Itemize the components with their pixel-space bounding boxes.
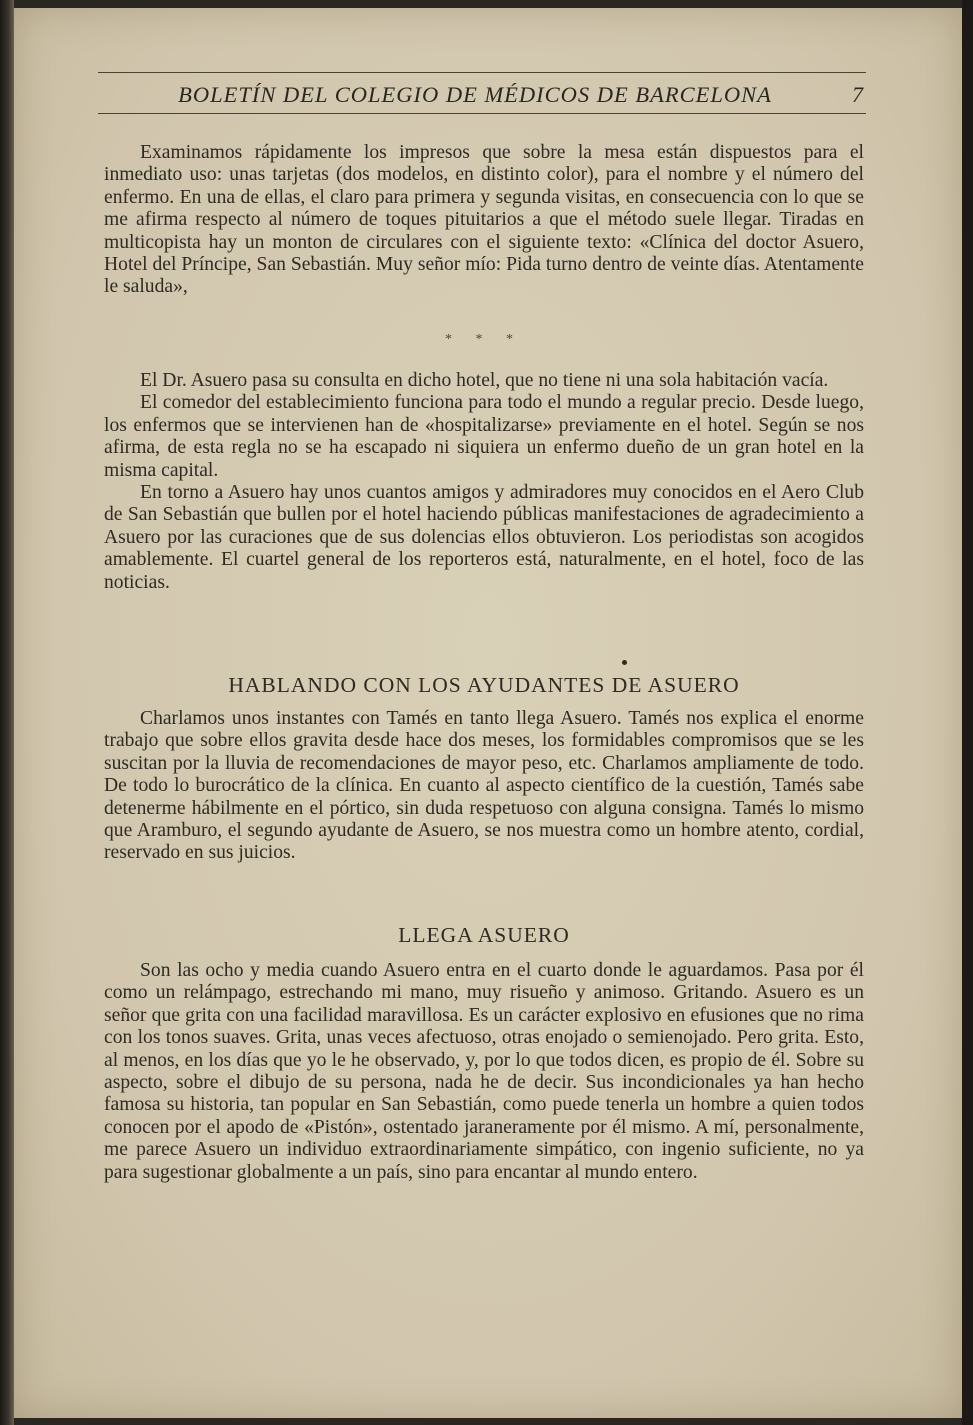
intro-paragraph: Examinamos rápidamente los impresos que sobre la mesa están dispuestos para el inmediato uso: unas tarjetas (dos modelos, en distinto color), para el nombre y el número del enfermo. En una de ellas, el claro para primera y segunda visitas, en consecuencia con lo que se me afirma respecto al número de toques pituitarios a que el método suele llegar. Tiradas en multicopista hay un monton de circulares con el siguiente texto: «Clínica del doctor Asuero, Hotel del Príncipe, San Sebastián. Muy señor mío: Pida turno dentro de veinte días. Atentamente le saluda»,	[104, 142, 864, 298]
hotel-paragraph-1: El Dr. Asuero pasa su consulta en dicho hotel, que no tiene ni una sola habitación vacía.	[140, 370, 829, 391]
hotel-block	[104, 370, 864, 594]
page-right-edge	[962, 0, 973, 1425]
llega-block	[104, 960, 864, 1184]
intro-block	[104, 142, 864, 299]
hotel-paragraph-3: En torno a Asuero hay unos cuantos amigos y admiradores muy conocidos en el Aero Club de San Sebastián que bullen por el hotel haciendo públicas manifestaciones de agradecimiento a Asuero por las curaciones que de sus dolencias ellos obtuvieron. Los periodistas son acogidos amablemente. El cuartel general de los reporteros está, naturalmente, en el hotel, foco de las noticias.	[104, 482, 864, 593]
header-rule-bottom	[98, 113, 866, 114]
book-spine-edge	[0, 0, 14, 1425]
page-number: 7	[852, 82, 863, 107]
ink-dot	[622, 660, 627, 665]
ayudantes-paragraph: Charlamos unos instantes con Tamés en tanto llega Asuero. Tamés nos explica el enorme trabajo que sobre ellos gravita desde hace dos meses, los formidables compromisos que se les suscitan por la lluvia de recomendaciones de mayor peso, etc. Charlamos ampliamente de todo. De todo lo burocrático de la clínica. En cuanto al aspecto científico de la cuestión, Tamés sabe detenerme hábilmente en el pórtico, sin duda respetuoso con alguna consigna. Tamés lo mismo que Aramburo, el segundo ayudante de Asuero, se nos muestra como un hombre atento, cordial, reservado en sus juicios.	[104, 708, 864, 864]
header-rule-top	[98, 72, 866, 73]
section-separator-stars: * * *	[445, 332, 523, 347]
running-header-title: BOLETÍN DEL COLEGIO DE MÉDICOS DE BARCELONA	[178, 82, 772, 107]
ayudantes-block	[104, 708, 864, 865]
section-heading-llega: LLEGA ASUERO	[398, 923, 570, 947]
hotel-paragraph-2: El comedor del establecimiento funciona para todo el mundo a regular precio. Desde luego, los enfermos que se intervienen han de «hospitalizarse» previamente en el hotel. Según se nos afirma, de esta regla no se ha escapado ni siquiera un enfermo dueño de un gran hotel en la misma capital.	[104, 392, 864, 481]
section-heading-ayudantes: HABLANDO CON LOS AYUDANTES DE ASUERO	[228, 673, 740, 697]
llega-paragraph: Son las ocho y media cuando Asuero entra en el cuarto donde le aguardamos. Pasa por él como un relámpago, estrechando mi mano, muy risueño y animoso. Gritando. Asuero es un señor que grita con una facilidad maravillosa. Es un carácter explosivo en efusiones que no rima con los tonos suaves. Grita, unas veces afectuoso, otras enojado o semienojado. Pero grita. Esto, al menos, en los días que yo le he observado, y, por lo que todos dicen, es propio de él. Sobre su aspecto, sobre el dibujo de su persona, nada he de decir. Sus incondicionales ya han hecho famosa su historia, tan popular en San Sebastián, como puede tenerla un hombre a quien todos conocen por el apodo de «Pistón», ostentado jaraneramente por él mismo. A mí, personalmente, me parece Asuero un individuo extraordinariamente simpático, con ingenio suficiente, no ya para sugestionar globalmente a un país, sino para encantar al mundo entero.	[104, 960, 864, 1183]
